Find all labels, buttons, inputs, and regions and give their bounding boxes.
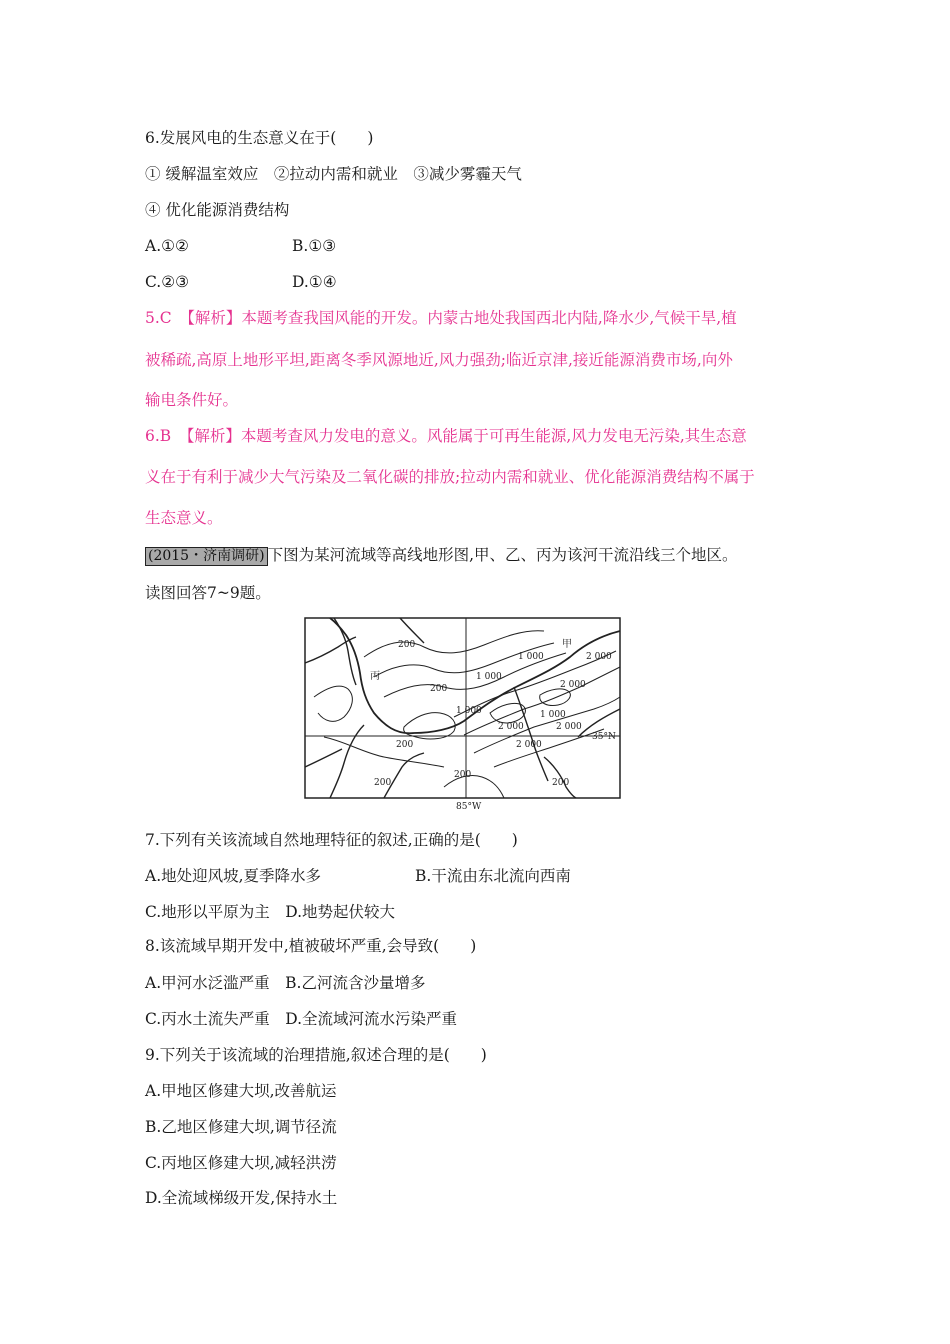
analysis6-line3: 生态意义。 xyxy=(145,509,223,527)
label-lat-35n: 35°N xyxy=(592,732,616,742)
contour-label-200: 200 xyxy=(396,740,414,750)
q6-stem: 6.发展风电的生态意义在于( ) xyxy=(145,129,374,147)
label-lon-85w: 85°W xyxy=(456,802,482,812)
analysis6-line1: 6.B 【解析】本题考查风力发电的意义。风能属于可再生能源,风力发电无污染,其生态意 xyxy=(145,427,747,445)
analysis5-line3: 输电条件好。 xyxy=(145,391,239,409)
analysis5-line1: 5.C 【解析】本题考查我国风能的开发。内蒙古地处我国西北内陆,降水少,气候干旱,植 xyxy=(145,309,737,327)
q7-option-b: B.干流由东北流向西南 xyxy=(415,867,571,885)
contour-label-200: 200 xyxy=(454,770,472,780)
contour-label-200: 200 xyxy=(430,684,448,694)
q9-option-d: D.全流域梯级开发,保持水土 xyxy=(145,1189,338,1207)
contour-label-200: 200 xyxy=(398,640,416,650)
q9-option-b: B.乙地区修建大坝,调节径流 xyxy=(145,1118,337,1136)
q6-options-row1 xyxy=(145,236,336,256)
contour-label-200: 200 xyxy=(374,778,392,788)
q6-option-b: B.①③ xyxy=(292,237,337,255)
contour-label-1000: 1 000 xyxy=(476,672,502,682)
q9-option-a: A.甲地区修建大坝,改善航运 xyxy=(145,1082,337,1100)
contour-label-2000: 2 000 xyxy=(586,652,612,662)
label-bing: 丙 xyxy=(370,671,380,682)
q6-option-c: C.②③ xyxy=(145,273,190,291)
q7-option-a: A.地处迎风坡,夏季降水多 xyxy=(145,867,322,885)
contour-label-1000: 1 000 xyxy=(518,652,544,662)
q8-options-ab: A.甲河水泛滥严重 B.乙河流含沙量增多 xyxy=(145,974,426,992)
contour-label-2000: 2 000 xyxy=(516,740,542,750)
contour-label-1000: 1 000 xyxy=(456,706,482,716)
analysis5-line2: 被稀疏,高原上地形平坦,距离冬季风源地近,风力强劲;临近京津,接近能源消费市场,向外 xyxy=(145,351,733,369)
q7-stem: 7.下列有关该流域自然地理特征的叙述,正确的是( ) xyxy=(145,831,518,849)
contour-label-200: 200 xyxy=(552,778,570,788)
contour-label-2000: 2 000 xyxy=(560,680,586,690)
q6-items-line1: ① 缓解温室效应 ②拉动内需和就业 ③减少雾霾天气 xyxy=(145,165,522,183)
contour-label-1000: 1 000 xyxy=(540,710,566,720)
contour-label-2000: 2 000 xyxy=(498,722,524,732)
q6-options-row2 xyxy=(145,272,337,292)
q9-option-c: C.丙地区修建大坝,减轻洪涝 xyxy=(145,1154,337,1172)
q6-option-d: D.①④ xyxy=(292,273,337,291)
label-jia: 甲 xyxy=(562,639,572,650)
intro-text: 下图为某河流域等高线地形图,甲、乙、丙为该河干流沿线三个地区。 xyxy=(267,546,738,564)
q8-options-cd: C.丙水土流失严重 D.全流域河流水污染严重 xyxy=(145,1010,458,1028)
q7-options-ab xyxy=(145,866,571,886)
q7-options-cd: C.地形以平原为主 D.地势起伏较大 xyxy=(145,903,396,921)
contour-map xyxy=(304,617,624,817)
q6-items-line2: ④ 优化能源消费结构 xyxy=(145,201,290,219)
analysis6-line2: 义在于有利于减少大气污染及二氧化碳的排放;拉动内需和就业、优化能源消费结构不属于 xyxy=(145,468,755,486)
q9-stem: 9.下列关于该流域的治理措施,叙述合理的是( ) xyxy=(145,1046,487,1064)
intro-line2: 读图回答7~9题。 xyxy=(145,584,271,602)
contour-label-2000: 2 000 xyxy=(556,722,582,732)
q8-stem: 8.该流域早期开发中,植被破坏严重,会导致( ) xyxy=(145,937,477,955)
source-tag: (2015・济南调研) xyxy=(145,547,268,566)
intro-line1 xyxy=(145,545,738,566)
q6-option-a: A.①② xyxy=(145,237,189,255)
